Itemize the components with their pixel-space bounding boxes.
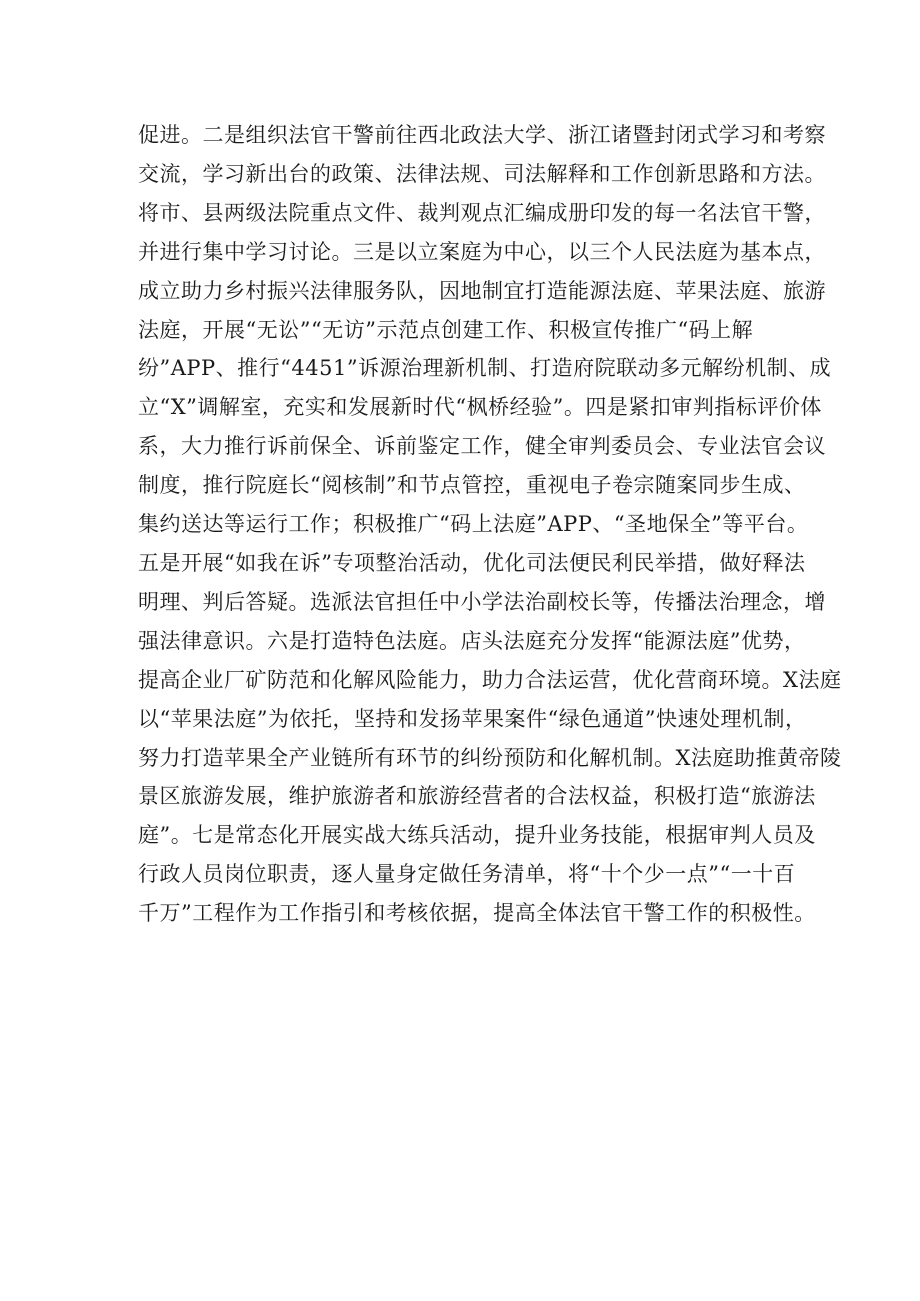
text-line: 庭”。七是常态化开展实战大练兵活动，提升业务技能，根据审判人员及: [138, 823, 816, 848]
text-line: 明理、判后答疑。选派法官担任中小学法治副校长等，传播法治理念，增: [138, 589, 826, 614]
text-line: 纷”APP、推行“4451”诉源治理新机制、打造府院联动多元解纷机制、成: [138, 356, 832, 381]
text-line: 法庭，开展“无讼”“无访”示范点创建工作、积极宣传推广“码上解: [138, 317, 754, 342]
text-line: 五是开展“如我在诉”专项整治活动，优化司法便民利民举措，做好释法: [138, 550, 806, 575]
text-line: 立“X”调解室，充实和发展新时代“枫桥经验”。四是紧扣审判指标评价体: [138, 395, 822, 420]
body-paragraph: [138, 116, 842, 933]
text-line: 促进。二是组织法官干警前往西北政法大学、浙江诸暨封闭式学习和考察: [138, 123, 826, 147]
text-line: 系，大力推行诉前保全、诉前鉴定工作，健全审判委员会、专业法官会议: [138, 434, 826, 459]
text-line: 将市、县两级法院重点文件、裁判观点汇编成册印发的每一名法官干警，: [138, 200, 826, 225]
text-line: 以“苹果法庭”为依托，坚持和发扬苹果案件“绿色通道”快速处理机制，: [138, 706, 807, 731]
text-line: 交流，学习新出台的政策、法律法规、司法解释和工作创新思路和方法。: [138, 161, 826, 186]
text-line: 集约送达等运行工作；积极推广“码上法庭”APP、“圣地保全”等平台。: [138, 512, 809, 537]
text-line: 制度，推行院庭长“阅核制”和节点管控，重视电子卷宗随案同步生成、: [138, 473, 806, 498]
text-line: 景区旅游发展，维护旅游者和旅游经营者的合法权益，积极打造“旅游法: [138, 784, 816, 809]
text-line: 成立助力乡村振兴法律服务队，因地制宜打造能源法庭、苹果法庭、旅游: [138, 278, 826, 303]
text-line: 行政人员岗位职责，逐人量身定做任务清单，将“十个少一点”“一十百: [138, 862, 796, 887]
text-line: 努力打造苹果全产业链所有环节的纠纷预防和化解机制。X法庭助推黄帝陵: [138, 745, 842, 770]
text-line: 并进行集中学习讨论。三是以立案庭为中心，以三个人民法庭为基本点，: [138, 239, 826, 264]
text-line: 强法律意识。六是打造特色法庭。店头法庭充分发挥“能源法庭”优势，: [138, 628, 806, 653]
text-line: 提高企业厂矿防范和化解风险能力，助力合法运营，优化营商环境。X法庭: [138, 667, 842, 692]
text-line: 千万”工程作为工作指引和考核依据，提高全体法官干警工作的积极性。: [138, 901, 816, 926]
